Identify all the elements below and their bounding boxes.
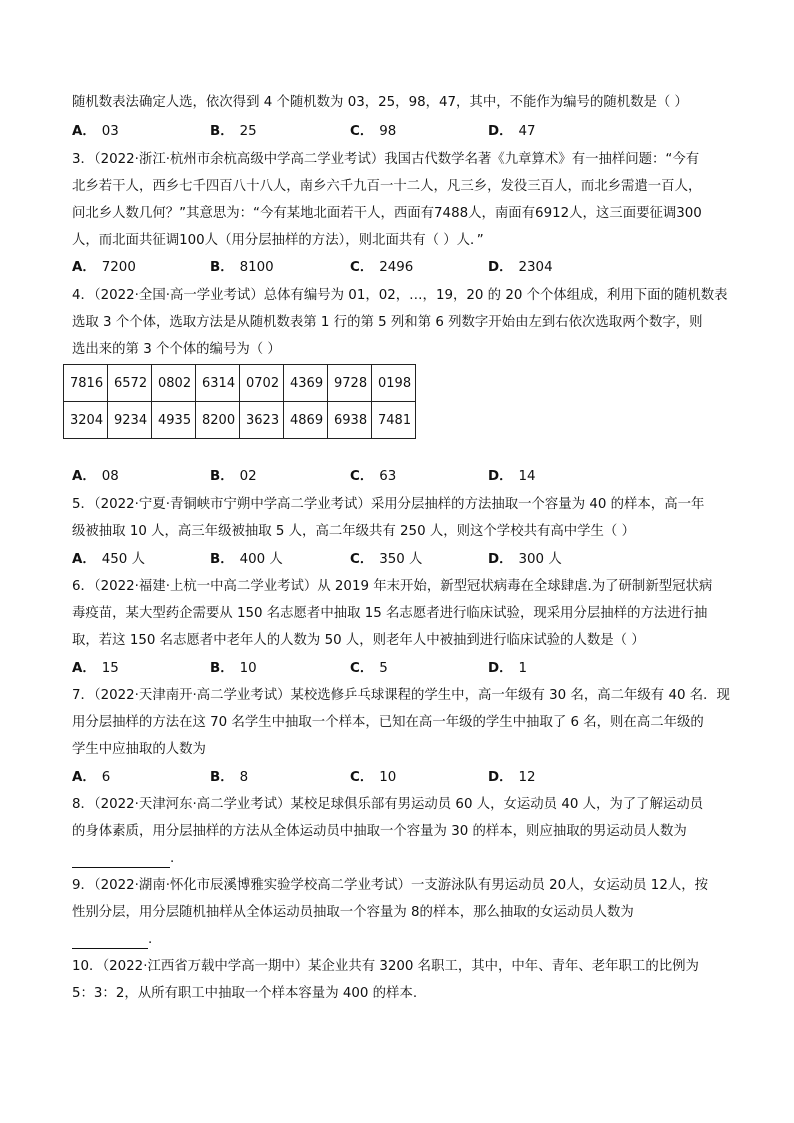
q9-text-line-2: 性别分层，用分层随机抽样从全体运动员抽取一个容量为 8的样本，那么抽取的女运动员人数为 [72,905,634,920]
q8-answer-line: . [72,850,174,868]
q3-text-line-2: 北乡若干人，西乡七千四百八十八人，南乡六千九百一十二人，凡三乡，发役三百人，而北乡需遣一百人， [72,179,702,194]
q5-text-line-1: 5．（2022·宁夏·青铜峡市宁朔中学高二学业考试）采用分层抽样的方法抽取一个容量为 40 的样本，高一年 [72,497,705,512]
q3-options [72,259,732,277]
q7-option-c[interactable]: C． 10 [350,770,397,785]
q6-option-c[interactable]: C． 5 [350,661,388,676]
q10-text-line-2: 5：3：2，从所有职工中抽取一个样本容量为 400 的样本. [72,986,418,1001]
q4-option-d[interactable]: D． 14 [488,469,536,484]
q7-text-line-3: 学生中应抽取的人数为 [72,742,206,757]
q2-options [72,123,732,141]
table-row [64,365,416,402]
q9-answer-blank[interactable] [72,934,148,949]
q2-text-line: 随机数表法确定人选，依次得到 4 个随机数为 03，25，98，47，其中，不能作为编号的随机数是（ ） [72,95,688,110]
q7-option-b[interactable]: B． 8 [210,770,249,785]
random-number-table [63,364,416,439]
table-cell: 8200 [196,402,240,439]
q10-text-line-1: 10．（2022·江西省万载中学高一期中）某企业共有 3200 名职工，其中，中年、青年、老年职工的比例为 [72,959,699,974]
table-cell: 0702 [240,365,284,402]
q6-options [72,660,732,678]
q2-option-d[interactable]: D． 47 [488,124,536,139]
q2-option-c[interactable]: C． 98 [350,124,397,139]
table-cell: 9234 [108,402,152,439]
q5-option-c[interactable]: C． 350 人 [350,552,423,567]
table-cell: 6314 [196,365,240,402]
q9-text-line-1: 9．（2022·湖南·怀化市辰溪博雅实验学校高二学业考试）一支游泳队有男运动员 20人，女运动员 12人，按 [72,878,709,893]
q3-text-line-1: 3．（2022·浙江·杭州市余杭高级中学高二学业考试）我国古代数学名著《九章算术》有一抽样问题：“今有 [72,152,700,167]
q8-text-line-1: 8．（2022·天津河东·高二学业考试）某校足球俱乐部有男运动员 60 人，女运动员 40 人，为了了解运动员 [72,797,704,812]
q9-answer-line: . [72,931,152,949]
q5-text-line-2: 级被抽取 10 人，高三年级被抽取 5 人，高二年级共有 250 人，则这个学校共有高中学生（ ） [72,524,635,539]
q4-text-line-1: 4．（2022·全国·高一学业考试）总体有编号为 01，02，…，19，20 的 20 个个体组成，利用下面的随机数表 [72,288,728,303]
q8-text-line-2: 的身体素质，用分层抽样的方法从全体运动员中抽取一个容量为 30 的样本，则应抽取的男运动员人数为 [72,824,687,839]
q7-option-d[interactable]: D． 12 [488,770,536,785]
q3-text-line-4: 人，而北面共征调100人（用分层抽样的方法），则北面共有（ ）人．” [72,233,484,248]
q5-option-d[interactable]: D． 300 人 [488,552,562,567]
q2-option-a[interactable]: A． 03 [72,124,119,139]
table-cell: 6938 [328,402,372,439]
q4-option-b[interactable]: B． 02 [210,469,257,484]
table-cell: 4935 [152,402,196,439]
table-cell: 3204 [64,402,108,439]
q4-options [72,468,732,486]
table-cell: 4869 [284,402,328,439]
table-cell: 7816 [64,365,108,402]
table-cell: 4369 [284,365,328,402]
q5-options [72,551,732,569]
q6-text-line-1: 6．（2022·福建·上杭一中高二学业考试）从 2019 年末开始，新型冠状病毒在全球肆虐.为了研制新型冠状病 [72,579,713,594]
q3-option-b[interactable]: B． 8100 [210,260,274,275]
q3-option-d[interactable]: D． 2304 [488,260,553,275]
q3-text-line-3: 问北乡人数几何？”其意思为：“今有某地北面若干人，西面有7488人，南面有6912人，这三面要征调300 [72,206,702,221]
q4-text-line-2: 选取 3 个个体，选取方法是从随机数表第 1 行的第 5 列和第 6 列数字开始由左到右依次选取两个数字，则 [72,315,703,330]
q7-option-a[interactable]: A． 6 [72,770,111,785]
q8-answer-blank[interactable] [72,853,170,868]
table-cell: 6572 [108,365,152,402]
table-cell: 0802 [152,365,196,402]
q7-text-line-1: 7．（2022·天津南开·高二学业考试）某校选修乒乓球课程的学生中，高一年级有 30 名，高二年级有 40 名．现 [72,688,730,703]
table-cell: 9728 [328,365,372,402]
q3-option-c[interactable]: C． 2496 [350,260,414,275]
q2-option-b[interactable]: B． 25 [210,124,257,139]
q5-option-b[interactable]: B． 400 人 [210,552,283,567]
q6-option-b[interactable]: B． 10 [210,661,257,676]
table-cell: 0198 [372,365,416,402]
q3-option-a[interactable]: A． 7200 [72,260,136,275]
q4-text-line-3: 选出来的第 3 个个体的编号为（ ） [72,342,281,357]
q7-options [72,769,732,787]
table-cell: 3623 [240,402,284,439]
q6-text-line-3: 取，若这 150 名志愿者中老年人的人数为 50 人，则老年人中被抽到进行临床试验的人数是（ ） [72,633,645,648]
table-cell: 7481 [372,402,416,439]
q4-option-c[interactable]: C． 63 [350,469,397,484]
q4-option-a[interactable]: A． 08 [72,469,119,484]
q6-option-a[interactable]: A． 15 [72,661,119,676]
q6-text-line-2: 毒疫苗，某大型药企需要从 150 名志愿者中抽取 15 名志愿者进行临床试验，现采用分层抽样的方法进行抽 [72,606,708,621]
q5-option-a[interactable]: A． 450 人 [72,552,145,567]
table-row [64,402,416,439]
q6-option-d[interactable]: D． 1 [488,661,528,676]
q7-text-line-2: 用分层抽样的方法在这 70 名学生中抽取一个样本，已知在高一年级的学生中抽取了 6 名，则在高二年级的 [72,715,704,730]
